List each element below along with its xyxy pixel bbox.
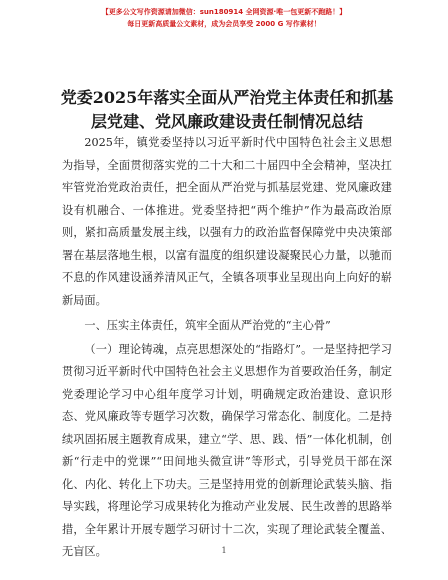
promo-banner-line-1: 【更多公文写作资源请加微信：sun180914 全网资源·唯一包更新不跑路！】: [101, 8, 347, 16]
document-title: 党委2025年落实全面从严治党主体责任和抓基层党建、党风廉政建设责任制情况总结: [60, 88, 394, 131]
promo-banner: [0, 6, 448, 30]
document-body: [62, 132, 392, 564]
page-number: 1: [221, 546, 227, 555]
section-heading: 一、压实主体责任，筑牢全面从严治党的“主心骨”: [84, 319, 331, 332]
intro-paragraph: 2025年，镇党委坚持以习近平新时代中国特色社会主义思想为指导，全面贯彻落实党的二十大和二十届四中全会精神，坚决扛牢管党治党政治责任，把全面从严治党与抓基层党建、党风廉政建设有机融合、一体推进。党委坚持把“两个维护”作为最高政治原则，紧扣高质量发展主线，以强有力的政治监督保障党中央决策部署在基层落地生根，以富有温度的组织建设凝聚民心力量，以驰而不息的作风建设涵养清风正气，全镇各项事业呈现出向上向好的崭新局面。: [62, 136, 392, 307]
body-paragraph: （一）理论铸魂，点亮思想深处的“指路灯”。一是坚持把学习贯彻习近平新时代中国特色社会主义思想作为首要政治任务，制定党委理论学习中心组年度学习计划，明确规定政治建设、意识形态、党风廉政等专题学习次数，确保学习常态化、制度化。二是持续巩固拓展主题教育成果，建立“学、思、践、悟”一体化机制，创新“行走中的党课”“田间地头微宣讲”等形式，引导党员干部在深化、内化、转化上下功夫。三是坚持用党的创新理论武装头脑、指导实践，将理论学习成果转化为推动产业发展、民生改善的思路举措，全年累计开展专题学习研讨十二次，实现了理论武装全覆盖、无盲区。: [62, 342, 392, 558]
promo-banner-line-2: 每日更新高质量公文素材，成为会员享受 2000 G 写作素材！: [127, 20, 321, 28]
